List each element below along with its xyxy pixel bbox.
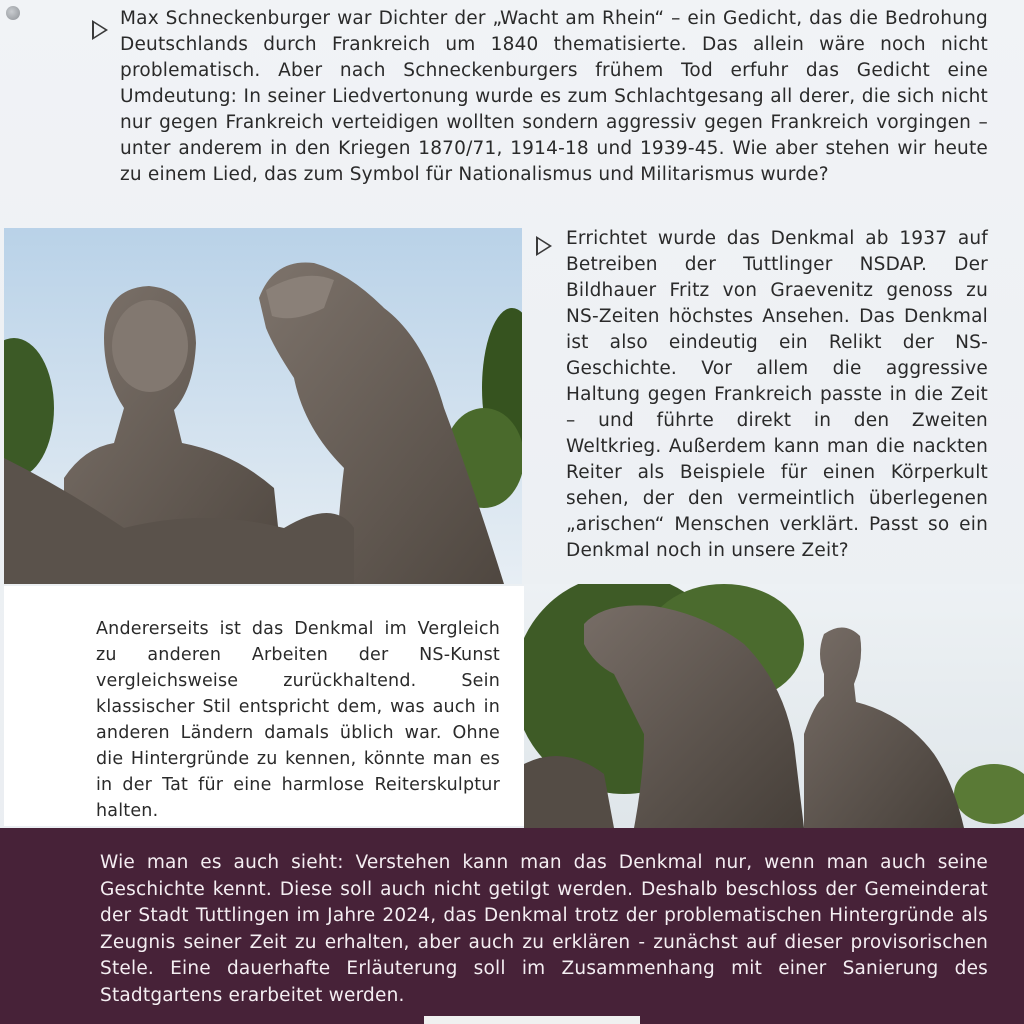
screw-head xyxy=(6,6,20,20)
conclusion-paragraph: Wie man es auch sieht: Verstehen kann man das Denkmal nur, wenn man auch seine Geschichte kennt. Diese soll auch nicht getilgt werden. Deshalb beschloss der Gemeinderat der Stadt Tuttlingen im Jahre 2024, das Denkmal trotz der problematischen Hintergründe als Zeugnis seiner Zeit zu erhalten, aber auch zu erklären - zunächst auf dieser provisorischen Stele. Eine dauerhafte Erläuterung soll im Zusammenhang mit einer Sanierung des Stadtgartens erarbeitet werden. xyxy=(100,852,988,1006)
intro-paragraph: Max Schneckenburger war Dichter der „Wacht am Rhein“ – ein Gedicht, das die Bedrohung Deutschlands durch Frankreich um 1840 thematisierte. Das allein wäre noch nicht problematisch. Aber nach Schneckenburgers frühem Tod erfuhr das Gedicht eine Umdeutung: In seiner Liedvertonung wurde es zum Schlachtgesang all derer, die sich nicht nur gegen Frankreich verteidigen wollten sondern aggressiv gegen Frankreich vorgingen – unter anderem in den Kriegen 1870/71, 1914-18 und 1939-45. Wie aber stehen wir heute zu einem Lied, das zum Symbol für Nationalismus und Militarismus wurde? xyxy=(120,8,988,185)
play-triangle-icon xyxy=(536,236,552,256)
origin-paragraph: Errichtet wurde das Denkmal ab 1937 auf Betreiben der Tuttlinger NSDAP. Der Bildhauer Fritz von Graevenitz genoss zu NS-Zeiten höchstes Ansehen. Das Denkmal ist also eindeutig ein Relikt der NS-Geschichte. Vor allem die aggressive Haltung gegen Frankreich passte in die Zeit – und führte direkt in den Zweiten Weltkrieg. Außerdem kann man die nackten Reiter als Beispiele für einen Körperkult sehen, der den vermeintlich überlegenen „arischen“ Menschen verklärt. Passt so ein Denkmal noch in unsere Zeit? xyxy=(566,228,988,561)
bottom-label-strip xyxy=(424,1016,640,1024)
photo-monument-upper xyxy=(4,228,522,584)
photo-monument-lower xyxy=(524,584,1024,828)
play-triangle-icon xyxy=(92,20,108,40)
text-box-restraint xyxy=(4,586,524,826)
restraint-paragraph: Andererseits ist das Denkmal im Vergleich zu anderen Arbeiten der NS-Kunst vergleichsweise zurückhaltend. Sein klassischer Stil entspricht dem, was auch in anderen Ländern damals üblich war. Ohne die Hintergründe zu kennen, könnte man es in der Tat für eine harmlose Reiterskulptur halten. xyxy=(96,619,500,821)
conclusion-band xyxy=(0,828,1024,1024)
